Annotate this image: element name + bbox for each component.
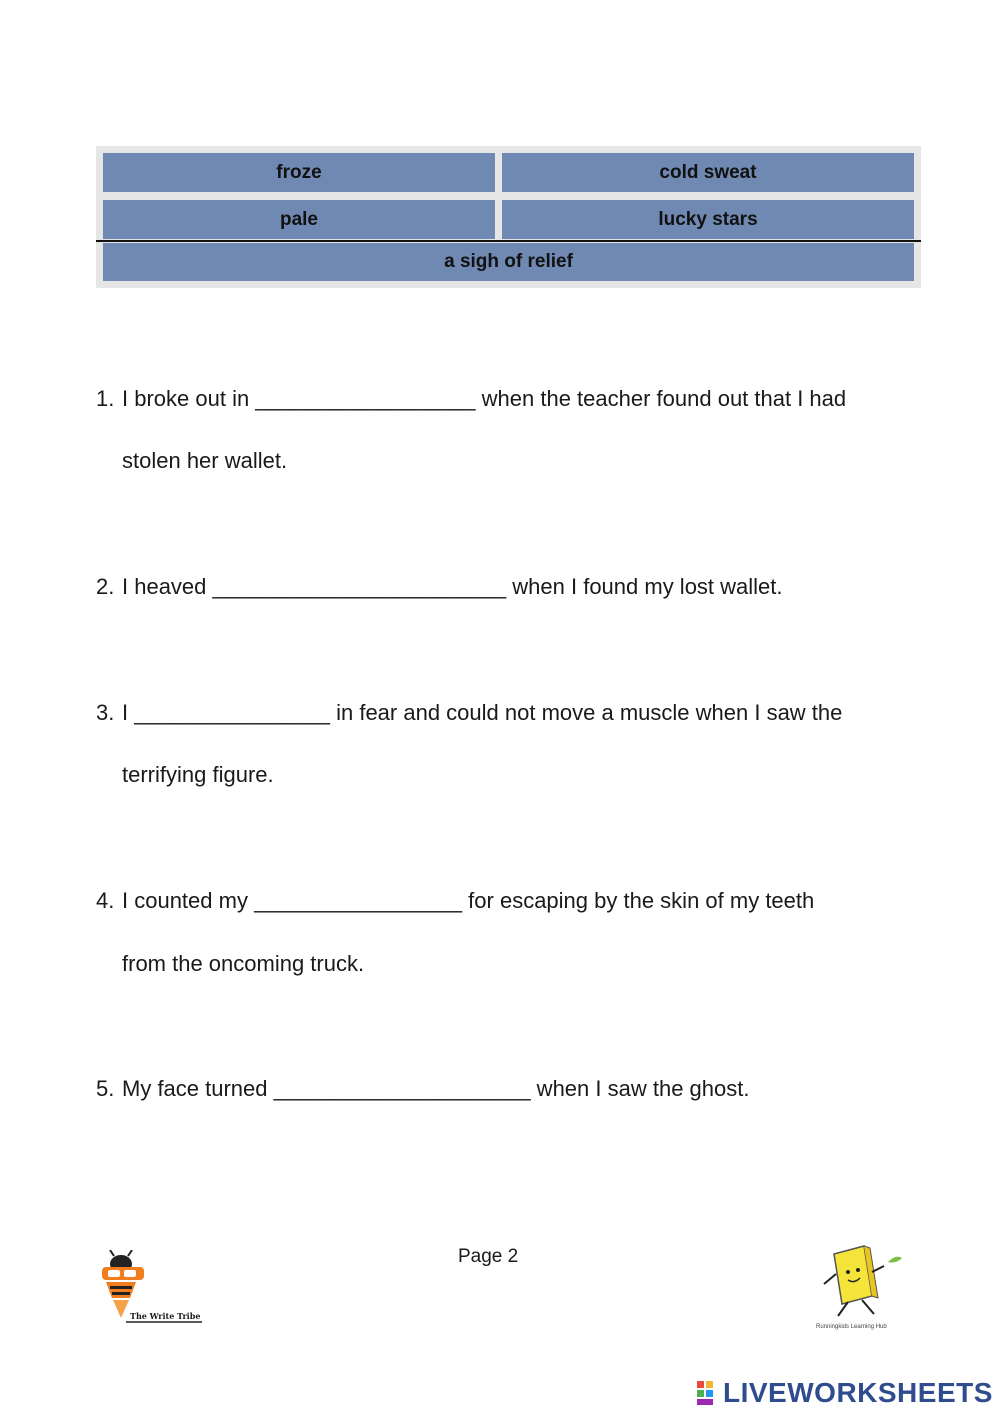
learning-hub-logo	[812, 1244, 908, 1344]
question-2	[96, 556, 926, 618]
word-cell-lucky-stars: lucky stars	[502, 200, 914, 239]
page-number: Page 2	[458, 1246, 519, 1267]
liveworksheets-brand	[697, 1376, 993, 1410]
question-1	[96, 368, 926, 492]
liveworksheets-logo-icon	[697, 1381, 723, 1405]
write-tribe-logo	[98, 1250, 208, 1330]
question-continuation: terrifying figure.	[122, 762, 274, 787]
question-continuation: stolen her wallet.	[122, 448, 288, 473]
question-text: My face turned _____________________ when I saw the ghost.	[122, 1076, 750, 1101]
word-cell-pale: pale	[103, 200, 495, 239]
question-number: 3.	[96, 700, 115, 725]
question-continuation: from the oncoming truck.	[122, 951, 365, 976]
learning-hub-logo-text: Runningkids Learning Hub	[816, 1324, 887, 1330]
word-bank	[96, 146, 921, 288]
question-number: 5.	[96, 1076, 115, 1101]
liveworksheets-brand-text: LIVEWORKSHEETS	[723, 1377, 993, 1408]
question-number: 4.	[96, 888, 115, 913]
running-book-icon	[812, 1244, 908, 1324]
table-divider	[96, 240, 921, 242]
question-text: I ________________ in fear and could not move a muscle when I saw the	[122, 700, 843, 725]
word-cell-froze: froze	[103, 153, 495, 192]
question-number: 2.	[96, 574, 115, 599]
write-tribe-logo-text: The Write Tribe	[130, 1311, 201, 1321]
question-text: I counted my _________________ for escaping by the skin of my teeth	[122, 888, 815, 913]
question-text: I broke out in __________________ when the teacher found out that I had	[122, 386, 847, 411]
question-3	[96, 682, 926, 806]
word-cell-cold-sweat: cold sweat	[502, 153, 914, 192]
question-number: 1.	[96, 386, 115, 411]
question-5	[96, 1058, 926, 1120]
question-text: I heaved ________________________ when I found my lost wallet.	[122, 574, 783, 599]
word-cell-sigh-of-relief: a sigh of relief	[103, 243, 914, 281]
question-4	[96, 870, 926, 996]
